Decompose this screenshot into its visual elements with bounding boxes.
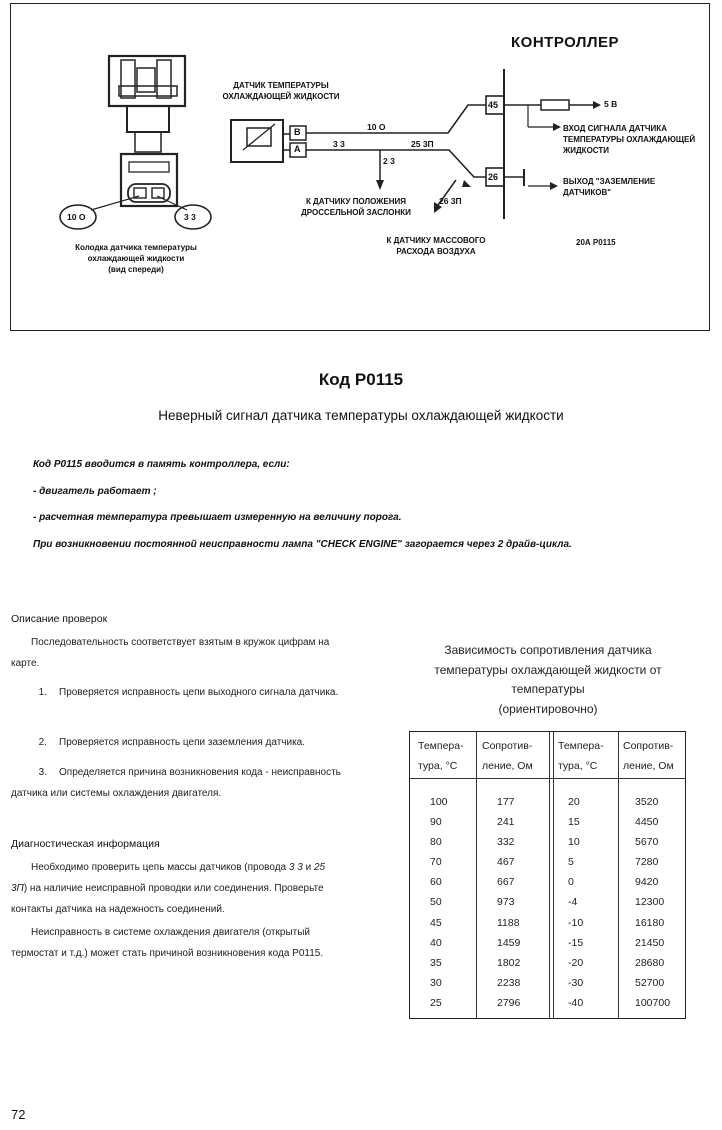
- diag-paragraph: Неисправность в системе охлаждения двигателя (открытый термостат и т.д.) может стать причиной возникновения кода Р0115.: [11, 927, 324, 959]
- wiring-diagram: [10, 3, 710, 331]
- sensor-label: ДАТЧИК ТЕМПЕРАТУРЫ ОХЛАЖДАЮЩЕЙ ЖИДКОСТИ: [222, 81, 340, 101]
- pin-a: A: [294, 144, 301, 154]
- table-cell: 70: [430, 856, 442, 869]
- resistance-column-1: [497, 792, 520, 1013]
- table-cell: 2238: [497, 976, 521, 989]
- wire-26-3p: 26 3П: [439, 196, 462, 206]
- voltage-label: 5 В: [604, 99, 618, 109]
- table-header: Сопротив- ление, Ом: [623, 740, 674, 772]
- table-cell: 35: [430, 956, 442, 969]
- table-cell: 12300: [635, 896, 665, 909]
- page-subtitle: Неверный сигнал датчика температуры охлаждающей жидкости: [158, 408, 564, 423]
- table-cell: 241: [497, 816, 515, 829]
- check-item: 3. Определяется причина возникновения кода - неисправность датчика или системы охлаждения двигателя.: [11, 767, 341, 799]
- table-cell: 40: [430, 936, 442, 949]
- table-header: Темпера- тура, °С: [558, 740, 604, 772]
- table-cell: 16180: [635, 916, 665, 929]
- table-cell: 30: [430, 976, 442, 989]
- diag-paragraph: Необходимо проверить цепь массы датчиков (провода 3 3 и 25 3П) на наличие неисправной проводки или соединения. Проверьте контакты датчика на надежность соединений.: [11, 862, 326, 915]
- table-cell: 667: [497, 876, 515, 889]
- table-cell: -30: [568, 976, 584, 989]
- table-cell: 5670: [635, 836, 659, 849]
- connector-caption: Колодка датчика температуры охлаждающей жидкости (вид спереди): [75, 243, 197, 274]
- resistance-column-2: [635, 792, 670, 1013]
- page-title: Код P0115: [318, 370, 404, 389]
- table-cell: 467: [497, 856, 515, 869]
- table-cell: 21450: [635, 936, 665, 949]
- table-cell: 80: [430, 836, 442, 849]
- table-cell: -15: [568, 936, 584, 949]
- pin-26: 26: [488, 172, 499, 182]
- table-cell: 28680: [635, 956, 665, 969]
- connector-label-right: 3 3: [184, 212, 196, 222]
- resistance-table: [409, 731, 686, 1019]
- arrow-ground: [550, 182, 558, 190]
- checks-heading: Описание проверок: [11, 613, 108, 625]
- table-cell: -10: [568, 916, 584, 929]
- wire-33: 3 3: [333, 139, 345, 149]
- wire-10o: 10 О: [367, 122, 386, 132]
- table-cell: 10: [568, 836, 580, 849]
- table-cell: 90: [430, 816, 442, 829]
- table-cell: 45: [430, 916, 442, 929]
- table-cell: 52700: [635, 976, 665, 989]
- to-throttle-label: К ДАТЧИКУ ПОЛОЖЕНИЯ ДРОССЕЛЬНОЙ ЗАСЛОНКИ: [301, 197, 411, 217]
- table-cell: 25: [430, 996, 442, 1009]
- condition-line: При возникновении постоянной неисправности лампа "CHECK ENGINE" загорается через 2 драйв-цикла.: [33, 539, 572, 550]
- wire-23: 2 3: [383, 156, 395, 166]
- table-cell: -4: [568, 896, 578, 909]
- arrow-throttle: [376, 180, 384, 190]
- diagram-graphics: [11, 4, 711, 332]
- page-number: 72: [11, 1107, 26, 1122]
- table-cell: 1459: [497, 936, 521, 949]
- table-caption: Зависимость сопротивления датчика температуры охлаждающей жидкости от температуры (ориентировочно): [434, 643, 662, 716]
- table-cell: 2796: [497, 996, 521, 1009]
- arrow-26: [462, 180, 471, 187]
- table-cell: 7280: [635, 856, 659, 869]
- signal-input-label: ВХОД СИГНАЛА ДАТЧИКА ТЕМПЕРАТУРЫ ОХЛАЖДАЮЩЕЙ ЖИДКОСТИ: [563, 124, 696, 155]
- table-cell: 50: [430, 896, 442, 909]
- condition-line: - расчетная температура превышает измеренную на величину порога.: [33, 512, 402, 523]
- table-cell: 60: [430, 876, 442, 889]
- table-cell: 332: [497, 836, 515, 849]
- table-cell: 4450: [635, 816, 659, 829]
- temperature-column-2: [568, 792, 583, 1013]
- table-cell: 100: [430, 796, 448, 808]
- ground-output-label: ВЫХОД "ЗАЗЕМЛЕНИЕ ДАТЧИКОВ": [563, 177, 656, 197]
- table-header: Темпера- тура, °С: [418, 740, 464, 772]
- table-cell: 15: [568, 816, 580, 829]
- arrow-5v: [593, 101, 601, 109]
- controller-title: КОНТРОЛЛЕР: [511, 34, 619, 51]
- table-cell: 1188: [497, 916, 520, 929]
- diagram-code: 20А P0115: [576, 238, 616, 247]
- sensor-body: [231, 120, 283, 162]
- table-cell: 9420: [635, 876, 659, 889]
- pin-b: B: [294, 127, 301, 137]
- table-header: Сопротив- ление, Ом: [482, 740, 533, 772]
- condition-line: - двигатель работает ;: [33, 486, 157, 497]
- table-cell: 3520: [635, 796, 659, 808]
- condition-line: Код Р0115 вводится в память контроллера, если:: [33, 459, 290, 470]
- temperature-column-1: [430, 792, 448, 1013]
- table-cell: 0: [568, 876, 574, 889]
- table-cell: -40: [568, 996, 584, 1009]
- table-cell: 177: [497, 796, 515, 808]
- table-cell: 100700: [635, 996, 671, 1009]
- arrow-input: [553, 123, 561, 131]
- to-maf-label: К ДАТЧИКУ МАССОВОГО РАСХОДА ВОЗДУХА: [386, 236, 486, 256]
- check-item: 1. Проверяется исправность цепи выходного сигнала датчика.: [38, 687, 339, 698]
- table-cell: -20: [568, 956, 584, 969]
- table-cell: 973: [497, 896, 515, 909]
- pin-45: 45: [488, 100, 499, 110]
- table-cell: 1802: [497, 956, 521, 969]
- table-cell: 20: [568, 796, 580, 808]
- connector-label-left: 10 О: [67, 212, 86, 222]
- table-cell: 5: [568, 856, 574, 869]
- diag-heading: Диагностическая информация: [11, 838, 160, 850]
- checks-intro: Последовательность соответствует взятым в кружок цифрам на карте.: [11, 637, 330, 669]
- wire-25-3p: 25 3П: [411, 139, 434, 149]
- check-item: 2. Проверяется исправность цепи заземления датчика.: [38, 737, 306, 748]
